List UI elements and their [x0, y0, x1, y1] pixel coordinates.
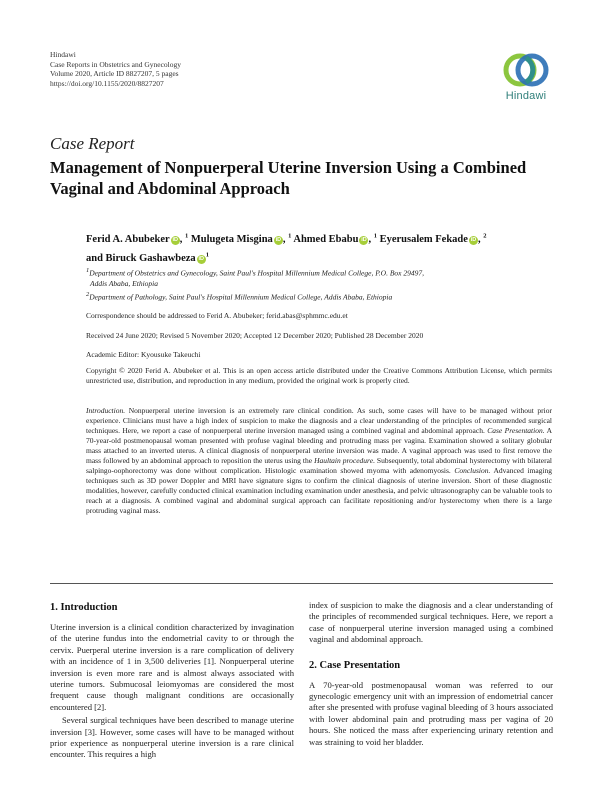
- case-paragraph-1: A 70-year-old postmenopausal woman was referred to our gynecologic emergency unit with an impression of endometrial cancer after she presented with profuse vaginal bleeding of 3 hours associated with lower abdominal pain and protruding mass per vagina of 20 hours. She noticed the mass after experiencing urinary retention and was straining to void her bladder.: [309, 679, 553, 747]
- right-column: [309, 600, 553, 748]
- author-5[interactable]: and Biruck Gashawbeza $iD^1$: [86, 251, 209, 264]
- article-dates: Received 24 June 2020; Revised 5 November 2020; Accepted 12 December 2020; Published 28 December 2020: [86, 331, 424, 340]
- affiliations: [86, 266, 556, 303]
- case-presentation-heading: 2. Case Presentation: [309, 659, 401, 671]
- orcid-icon[interactable]: iD: [361, 236, 367, 243]
- correspondence: Correspondence should be addressed to Ferid A. Abubeker; ferid.abas@sphmmc.edu.et: [86, 311, 348, 320]
- abstract-case-label: Case Presentation.: [487, 426, 545, 435]
- orcid-icon[interactable]: iD: [198, 256, 204, 262]
- author-4[interactable]: Eyerusalem Fekade iD , $^2$: [379, 232, 487, 245]
- author-2[interactable]: Mulugeta Misgina iD , $^1$: [190, 232, 292, 245]
- article-type: Case Report: [50, 134, 135, 153]
- abstract-intro-label: Introduction.: [86, 406, 126, 415]
- journal-name: Case Reports in Obstetrics and Gynecology: [50, 59, 182, 69]
- doi-link[interactable]: https://doi.org/10.1155/2020/8827207: [50, 78, 164, 88]
- haultain-procedure: Haultain procedure: [314, 456, 374, 465]
- author-1[interactable]: Ferid A. Abubeker iD , $^1$: [86, 232, 189, 245]
- section-divider: [50, 583, 553, 584]
- abstract: Introduction. Nonpuerperal uterine inversion is an extremely rare clinical condition. As such, some cases will have to be managed without prior experience. Clinicians must have a high index of suspicion to make the diagnosis and a clear understanding of the principles of recommended surgical techniques. Here, we report a case of nonpuerperal uterine inversion managed using a combined vaginal and abdominal approach. Case Presentation. A 70-year-old postmenopausal woman presented with profuse vaginal bleeding and protruding mass per vagina. Examination showed a solitary globular mass attached to an inverted uterus. A clinical diagnosis of nonpuerperal uterine inversion was made. A vaginal approach was used to first remove the mass followed by an abdominal approach to reposition the uterus using the Haultain procedure. Subsequently, total abdominal hysterectomy with bilateral salpingo-oophorectomy was done without complication. Histologic examination showed myoma with adenomyosis. Conclusion. Advanced imaging techniques such as 3D power Doppler and MRI have signature signs to confirm the clinical diagnosis of uterine inversion. Short of these diagnostic modalities, however, carefully conducted clinical examination including examination under anesthesia, and pelvic ultrasonography can be valuable tools to reach at a diagnosis. A combined vaginal and abdominal surgical approach can facilitate repositioning and/or hysterectomy when there is a large protruding vaginal mass.: [86, 406, 552, 515]
- intro-paragraph-2-continued: index of suspicion to make the diagnosis and a clear understanding of the principles of recommended surgical techniques. Here, we report a case of nonpuerperal uterine inversion managed using a combined vaginal and abdominal approach.: [309, 600, 553, 645]
- orcid-icon[interactable]: iD: [470, 236, 477, 243]
- orcid-icon[interactable]: iD: [172, 236, 178, 243]
- hindawi-logo-text: Hindawi: [505, 90, 547, 102]
- introduction-heading: 1. Introduction: [50, 602, 118, 613]
- intro-paragraph-1: Uterine inversion is a clinical condition characterized by invagination of the uterine fundus into the endometrial cavity to or through the cervix. Puerperal uterine inversion is a rare complication of delivery with an incidence of 1 in 3,500 deliveries [1]. Nonpuerperal uterine inversion is even more rare and is almost always associated with uterine tumors. Submucosal leiomyomas are considered the most frequent cause though malignant conditions are occasionally encountered [2].: [50, 622, 294, 712]
- copyright-notice: Copyright © 2020 Ferid A. Abubeker et al. This is an open access article distributed under the Creative Commons Attribution License, which permits unrestricted use, distribution, and reproduction in any medium, provided the original work is properly cited.: [86, 366, 552, 385]
- journal-metadata: [50, 50, 181, 88]
- article-title: Management of Nonpuerperal Uterine Inversion Using a Combined Vaginal and Abdominal Approach: [50, 158, 527, 198]
- publisher-name: Hindawi: [50, 50, 76, 59]
- abstract-conclusion-label: Conclusion.: [454, 466, 491, 475]
- author-list: [86, 228, 556, 267]
- affiliation-1: $^1$Department of Obstetrics and Gynecology, Saint Paul's Hospital Millennium Medical College, P.O. Box 29497,: [86, 267, 425, 278]
- left-column: [50, 602, 294, 761]
- orcid-icon[interactable]: iD: [275, 236, 282, 243]
- affiliation-2: $^2$Department of Pathology, Saint Paul's Hospital Millennium Medical College, Addis Ababa, Ethiopia: [86, 290, 393, 301]
- intro-paragraph-2: Several surgical techniques have been described to manage uterine inversion [3]. However, some cases will have to be managed without prior experience as nonpuerperal uterine inversion is a rare clinical encounter. This requires a high: [50, 715, 294, 760]
- affiliation-1-cont: Addis Ababa, Ethiopia: [90, 279, 158, 288]
- academic-editor: Academic Editor: Kyousuke Takeuchi: [86, 350, 201, 359]
- volume-info: Volume 2020, Article ID 8827207, 5 pages: [50, 69, 179, 78]
- author-3[interactable]: Ahmed Ebabu iD , $^1$: [293, 232, 377, 245]
